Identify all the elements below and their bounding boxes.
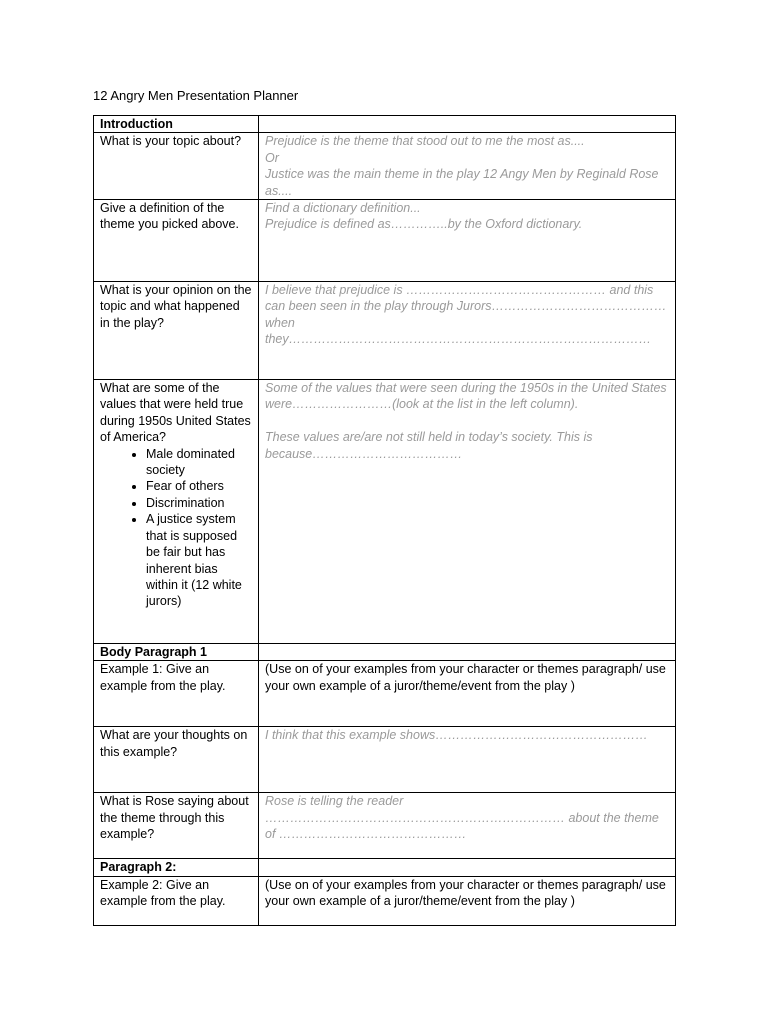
topic-answer-line: Prejudice is the theme that stood out to me the most as.... bbox=[265, 134, 585, 149]
page-title: 12 Angry Men Presentation Planner bbox=[93, 88, 299, 103]
table-row bbox=[94, 727, 676, 793]
table-row bbox=[94, 282, 676, 380]
introduction-heading-blank bbox=[259, 116, 676, 133]
opinion-answer[interactable] bbox=[259, 282, 676, 380]
thoughts-answer[interactable]: I think that this example shows…………………………………………… bbox=[259, 727, 676, 793]
values-question-text: What are some of the values that were held true during 1950s United States of America? bbox=[100, 381, 251, 445]
topic-question: What is your topic about? bbox=[94, 133, 259, 200]
thoughts-question: What are your thoughts on this example? bbox=[94, 727, 259, 793]
table-row bbox=[94, 793, 676, 859]
table-row bbox=[94, 859, 676, 876]
example-1-instruction[interactable]: (Use on of your examples from your character or themes paragraph/ use your own example of a juror/theme/event from the play ) bbox=[259, 661, 676, 727]
introduction-heading: Introduction bbox=[94, 116, 259, 133]
example-2-instruction[interactable]: (Use on of your examples from your character or themes paragraph/ use your own example of a juror/theme/event from the play ) bbox=[259, 876, 676, 925]
topic-answer-line: Justice was the main theme in the play 12 Angy Men by Reginald Rose as.... bbox=[265, 167, 659, 198]
list-item: • Discrimination bbox=[146, 495, 252, 511]
definition-question: Give a definition of the theme you picked above. bbox=[94, 200, 259, 282]
paragraph-2-heading-blank bbox=[259, 859, 676, 876]
body-paragraph-1-heading-blank bbox=[259, 644, 676, 661]
values-answer[interactable] bbox=[259, 380, 676, 644]
rose-question: What is Rose saying about the theme through this example? bbox=[94, 793, 259, 859]
topic-answer-line: Or bbox=[265, 150, 279, 165]
example-1-question: Example 1: Give an example from the play. bbox=[94, 661, 259, 727]
table-row bbox=[94, 380, 676, 644]
definition-answer-line: Find a dictionary definition... bbox=[265, 201, 421, 216]
values-answer-text: Some of the values that were seen during the 1950s in the United States were……………………(look at the list in the left column). bbox=[265, 381, 667, 412]
definition-answer-line: Prejudice is defined as…………..by the Oxford dictionary. bbox=[265, 217, 583, 232]
table-row bbox=[94, 644, 676, 661]
opinion-answer-text: I believe that prejudice is ………………………………………… and this can been seen in the play through Jurors…………………………………… when they…………………………………………………………………………… bbox=[265, 283, 667, 347]
planner-table bbox=[93, 115, 676, 926]
example-2-question: Example 2: Give an example from the play. bbox=[94, 876, 259, 925]
table-row bbox=[94, 661, 676, 727]
paragraph-2-heading: Paragraph 2: bbox=[94, 859, 259, 876]
table-row bbox=[94, 876, 676, 925]
opinion-question: What is your opinion on the topic and what happened in the play? bbox=[94, 282, 259, 380]
values-answer-text: These values are/are not still held in today’s society. This is because……………………………… bbox=[265, 430, 593, 461]
table-row bbox=[94, 200, 676, 282]
values-answer-spacer bbox=[265, 413, 669, 429]
table-row bbox=[94, 133, 676, 200]
topic-answer[interactable] bbox=[259, 133, 676, 200]
list-item: • Fear of others bbox=[146, 478, 252, 494]
definition-answer[interactable] bbox=[259, 200, 676, 282]
list-item: • Male dominated society bbox=[146, 446, 252, 479]
values-list bbox=[100, 446, 252, 610]
table-row bbox=[94, 116, 676, 133]
list-item: • A justice system that is supposed be fair but has inherent bias within it (12 white jurors) bbox=[146, 511, 252, 609]
rose-answer[interactable]: Rose is telling the reader ……………………………………………………………… about the theme of ……………………………………… bbox=[259, 793, 676, 859]
values-question bbox=[94, 380, 259, 644]
body-paragraph-1-heading: Body Paragraph 1 bbox=[94, 644, 259, 661]
